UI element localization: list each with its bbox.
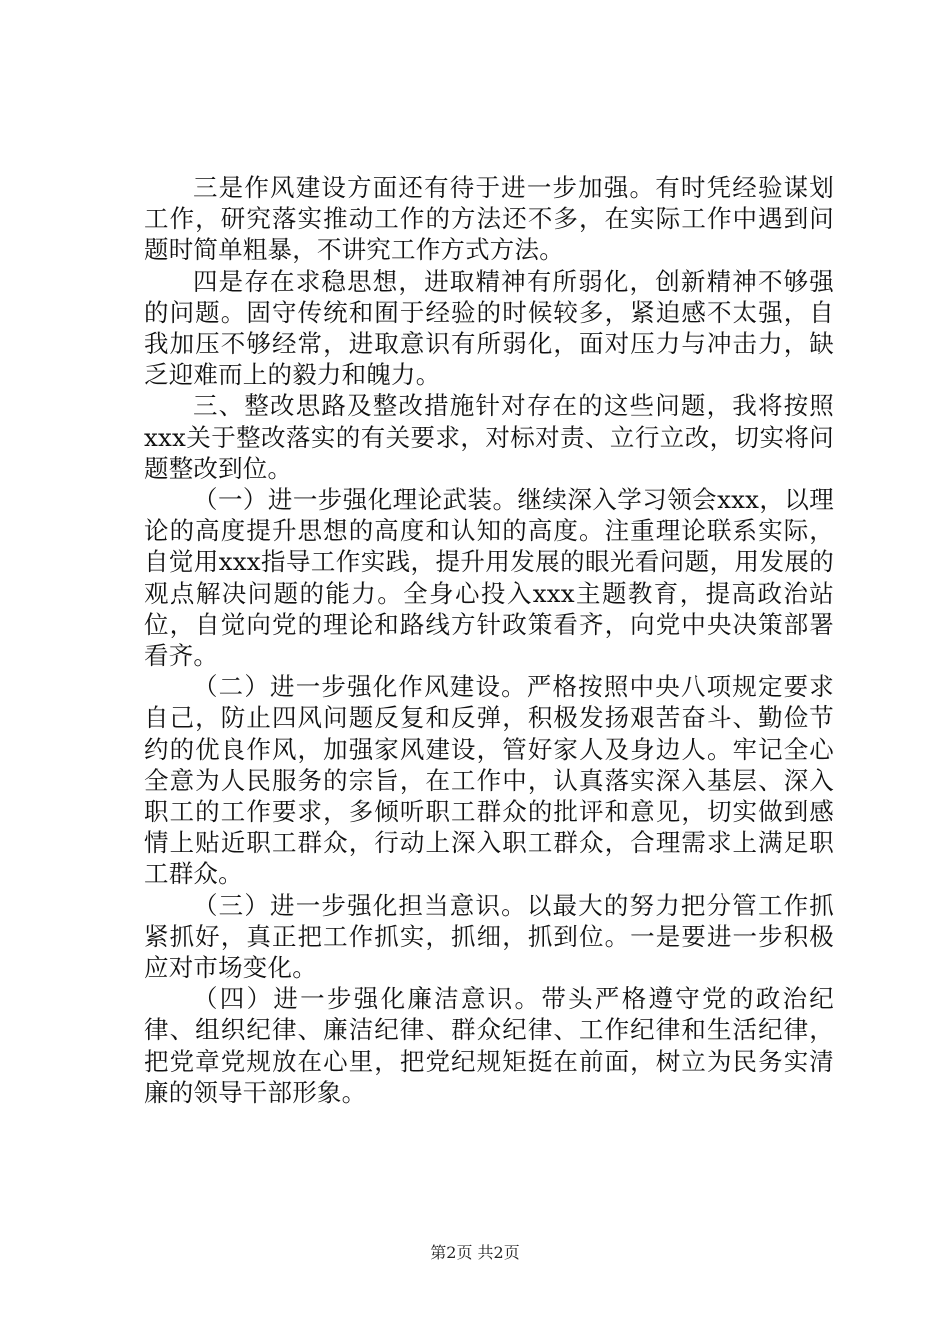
paragraph-integrity: （四）进一步强化廉洁意识。带头严格遵守党的政治纪律、组织纪律、廉洁纪律、群众纪律、工作纪律和生活纪律，把党章党规放在心里，把党纪规矩挺在前面，树立为民务实清廉的领导干部形象。 [144, 984, 834, 1107]
paragraph-style-issue: 三是作风建设方面还有待于进一步加强。有时凭经验谋划工作，研究落实推动工作的方法还不多，在实际工作中遇到问题时简单粗暴，不讲究工作方式方法。 [144, 173, 834, 265]
paragraph-responsibility: （三）进一步强化担当意识。以最大的努力把分管工作抓紧抓好，真正把工作抓实，抓细，抓到位。一是要进一步积极应对市场变化。 [144, 890, 834, 983]
paragraph-stability-mindset: 四是存在求稳思想，进取精神有所弱化，创新精神不够强的问题。固守传统和囿于经验的时候较多，紧迫感不太强，自我加压不够经常，进取意识有所弱化，面对压力与冲击力，缺乏迎难而上的毅力和魄力。 [144, 266, 834, 390]
paragraph-theory-armament: （一）进一步强化理论武装。继续深入学习领会xxx，以理论的高度提升思想的高度和认知的高度。注重理论联系实际，自觉用xxx指导工作实践，提升用发展的眼光看问题，用发展的观点解决问题的能力。全身心投入xxx主题教育，提高政治站位，自觉向党的理论和路线方针政策看齐，向党中央决策部署看齐。 [144, 485, 834, 671]
document-body [144, 172, 834, 1108]
paragraph-rectification-plan: 三、整改思路及整改措施针对存在的这些问题，我将按照xxx关于整改落实的有关要求，对标对责、立行立改，切实将问题整改到位。 [144, 391, 834, 483]
paragraph-work-style: （二）进一步强化作风建设。严格按照中央八项规定要求自己，防止四风问题反复和反弹，积极发扬艰苦奋斗、勤俭节约的优良作风，加强家风建设，管好家人及身边人。牢记全心全意为人民服务的宗旨，在工作中，认真落实深入基层、深入职工的工作要求，多倾听职工群众的批评和意见，切实做到感情上贴近职工群众，行动上深入职工群众，合理需求上满足职工群众。 [144, 672, 834, 889]
page-number-footer: 第2页 共2页 [430, 1243, 520, 1262]
